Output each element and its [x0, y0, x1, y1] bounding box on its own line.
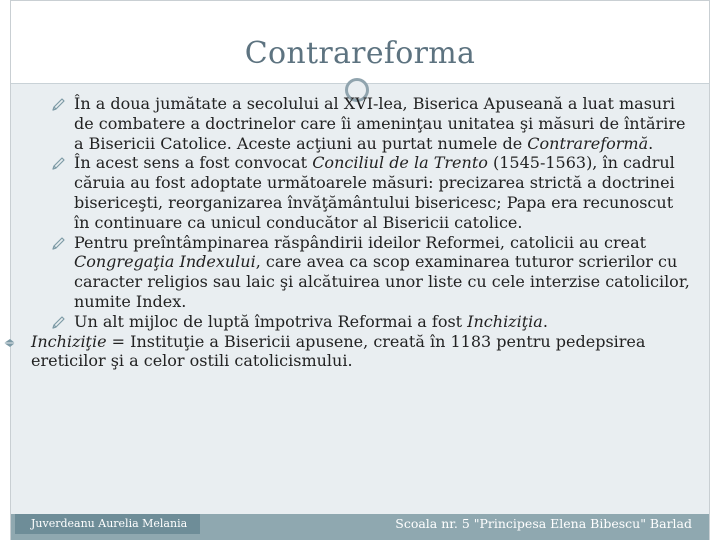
bullet-item — [0, 233, 720, 312]
bullet-text: În a doua jumătate a secolului al XVI-lea, Biserica Apuseană a luat masuri de combatere a doctrinelor care îi ameninţau unitatea şi măsuri de întărire a Bisericii Catolice. Aceste acţiuni au purtat numele de — [74, 94, 686, 153]
bullet-text: = Instituţie a Bisericii apusene, creată în 1183 pentru pedepsirea ereticilor şi a celor ostili catolicismului. — [31, 331, 646, 371]
bullet-text: . — [648, 133, 654, 153]
bullet-text: În acest sens a fost convocat — [74, 153, 313, 173]
pencil-icon — [52, 316, 65, 329]
bullet-item — [0, 153, 720, 232]
bullet-term: Inchiziţia — [467, 311, 543, 331]
bullet-term: Congregaţia Indexului — [74, 252, 256, 272]
bullet-text: , care avea ca scop examinarea tuturor scrierilor cu caracter religios sau laic şi alcătuirea unor liste cu cele interzise catolicilor, numite Index. — [74, 252, 690, 311]
flag-icon — [3, 337, 16, 350]
bullet-term: Conciliul de la Trento — [312, 153, 488, 173]
slide-title: Contrareforma — [244, 36, 476, 71]
pencil-icon — [52, 237, 65, 250]
bullet-list — [0, 94, 720, 371]
bullet-item — [0, 94, 720, 153]
pencil-icon — [52, 98, 65, 111]
bullet-item — [0, 332, 720, 372]
bullet-text: . — [542, 311, 548, 331]
bullet-text: (1545-1563), în cadrul căruia au fost adoptate următoarele măsuri: precizarea strictă a doctrinei bisericeşti, reorganizarea învăţământului bisericesc; Papa era recunoscut în continuare ca unicul conducător al Bisericii catolice. — [74, 153, 675, 232]
footer-author: Juverdeanu Aurelia Melania — [15, 514, 200, 534]
bullet-item — [0, 312, 720, 332]
bullet-text: Pentru preîntâmpinarea răspândirii ideilor Reformei, catolicii au creat — [74, 232, 647, 252]
bullet-term: Contrareformă — [527, 133, 649, 153]
bullet-text: Un alt mijloc de luptă împotriva Reformai a fost — [74, 311, 468, 331]
pencil-icon — [52, 157, 65, 170]
bullet-term: Inchiziţie — [31, 331, 107, 351]
footer-school: Scoala nr. 5 "Principesa Elena Bibescu" Barlad — [395, 516, 692, 531]
